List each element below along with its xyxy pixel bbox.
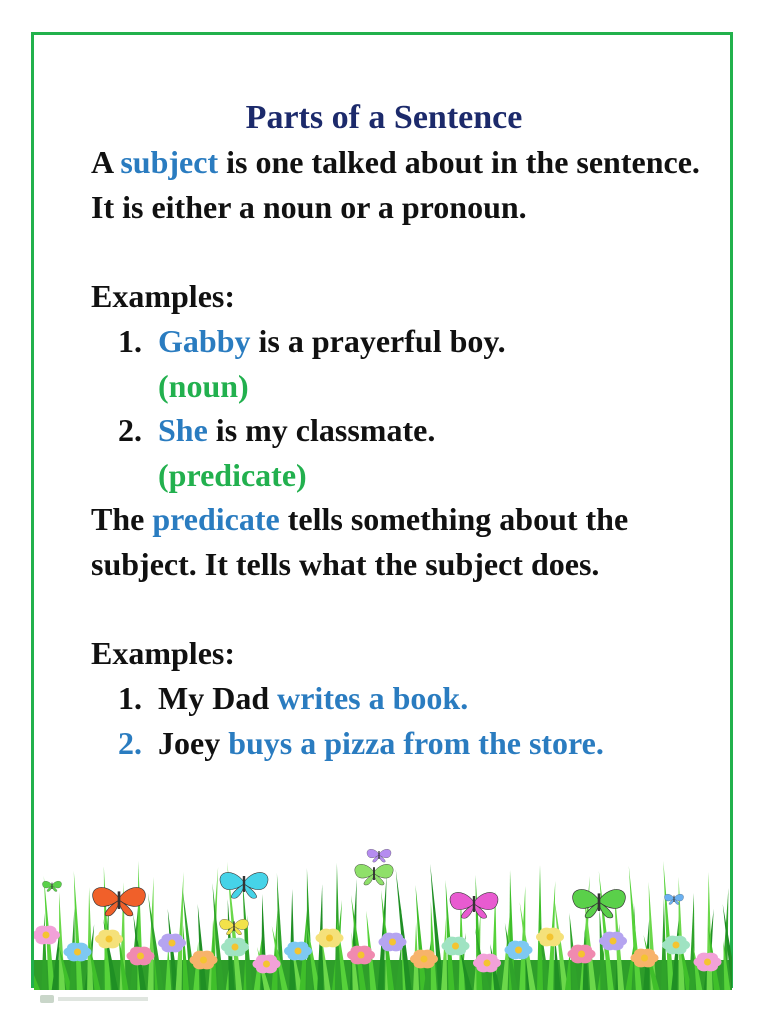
- flower-icon: [64, 943, 92, 962]
- example-rest: is a prayerful boy.: [250, 323, 506, 359]
- watermark-icon: [40, 993, 150, 1005]
- flower-icon: [95, 930, 123, 949]
- example-plain: My Dad: [158, 680, 278, 716]
- subject-intro-after: is one talked about in the sentence. It is either a noun or a pronoun.: [91, 144, 700, 225]
- flower-icon: [34, 926, 60, 945]
- meadow-illustration: [34, 810, 732, 990]
- predicate-definition: [91, 497, 701, 586]
- list-item: [118, 721, 678, 766]
- example-subject: Gabby: [158, 323, 251, 359]
- example-predicate: writes a book.: [277, 680, 469, 716]
- example-tag: (predicate): [158, 456, 307, 493]
- list-number: 1.: [118, 680, 142, 716]
- grass-icon: [34, 861, 732, 990]
- predicate-examples-heading: Examples:: [91, 635, 235, 671]
- example-predicate: buys a pizza from the store.: [228, 724, 604, 761]
- butterfly-icon: [367, 849, 391, 862]
- list-number: 2.: [118, 724, 142, 761]
- list-item: [118, 408, 678, 497]
- predicate-intro-before: The: [91, 501, 153, 537]
- subject-term: subject: [120, 144, 219, 180]
- butterfly-icon: [450, 892, 498, 918]
- subject-intro-before: A: [91, 144, 121, 180]
- flower-icon: [662, 936, 690, 955]
- butterfly-icon: [220, 872, 268, 898]
- list-item: [118, 676, 678, 721]
- flower-icon: [599, 932, 627, 951]
- subject-examples-list: [118, 319, 678, 497]
- list-number: 1.: [118, 323, 142, 359]
- butterfly-icon: [664, 894, 683, 904]
- butterfly-icon: [355, 864, 393, 885]
- example-plain: Joey: [158, 724, 229, 761]
- list-number: 2.: [118, 412, 142, 448]
- butterfly-icon: [573, 889, 626, 917]
- list-item: [118, 319, 678, 408]
- predicate-intro-after: tells something about the subject. It tells what the subject does.: [91, 501, 629, 582]
- butterfly-icon: [93, 887, 146, 915]
- example-tag: (noun): [158, 367, 249, 404]
- predicate-examples-list: [118, 676, 678, 765]
- subject-definition: [91, 140, 701, 229]
- example-rest: is my classmate.: [207, 412, 436, 448]
- example-subject: She: [158, 412, 208, 448]
- subject-examples-heading: Examples:: [91, 278, 235, 314]
- page-title: Parts of a Sentence: [245, 99, 523, 136]
- predicate-term: predicate: [152, 501, 280, 537]
- butterfly-icon: [42, 881, 61, 891]
